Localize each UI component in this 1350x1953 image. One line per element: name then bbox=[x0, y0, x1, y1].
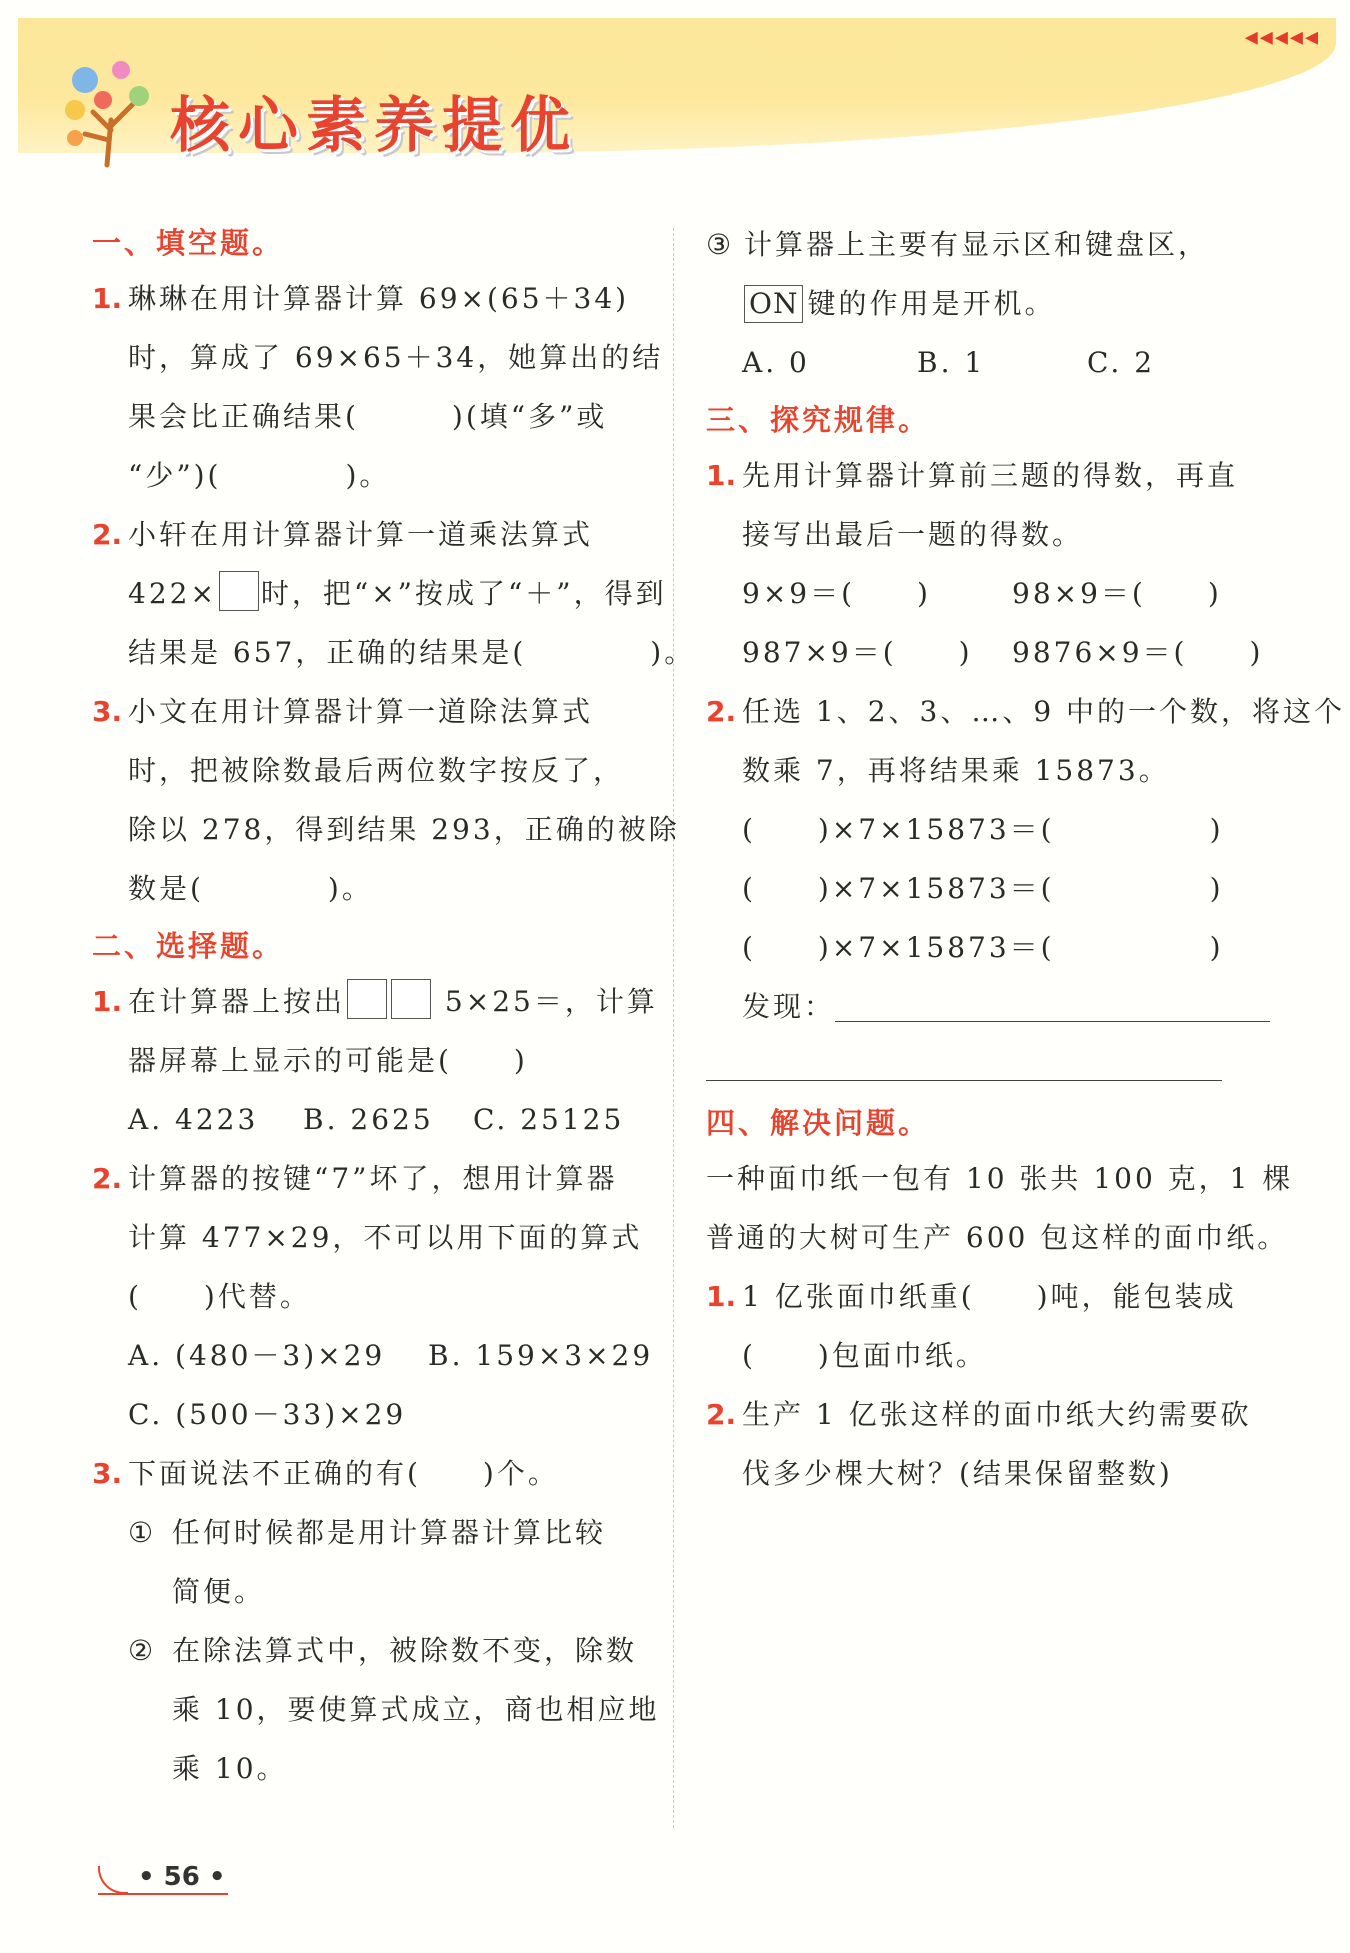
footer-decoration bbox=[98, 1866, 128, 1894]
on-key-icon: ON bbox=[744, 285, 803, 323]
option-a[interactable]: A. (480－3)×29 bbox=[128, 1339, 386, 1372]
statement-number: ① bbox=[128, 1516, 157, 1549]
fill-question-2 bbox=[92, 505, 696, 682]
statement-3 bbox=[706, 215, 1261, 333]
options-row bbox=[128, 1090, 642, 1149]
text-line: 器屏幕上显示的可能是( ) bbox=[128, 1044, 528, 1077]
page-title: 核心素养提优 bbox=[170, 91, 578, 161]
text-line: 时，算成了 69×65＋34，她算出的结 bbox=[128, 341, 664, 374]
equation[interactable]: 9×9＝( ) bbox=[742, 577, 931, 610]
text-fragment: 时，把“×”按成了“＋”，得到 bbox=[260, 577, 667, 610]
problem-question-1 bbox=[706, 1267, 1261, 1385]
problem-question-2 bbox=[706, 1385, 1261, 1503]
fill-question-3 bbox=[92, 682, 680, 918]
tree-icon bbox=[55, 60, 165, 170]
choice-question-2 bbox=[92, 1149, 654, 1444]
text-line: 普通的大树可生产 600 包这样的面巾纸。 bbox=[706, 1221, 1289, 1254]
text-line: 下面说法不正确的有( )个。 bbox=[128, 1457, 559, 1490]
text-line: 先用计算器计算前三题的得数，再直 bbox=[742, 459, 1239, 492]
question-number: 1. bbox=[92, 282, 123, 315]
answer-line[interactable] bbox=[706, 1080, 1222, 1081]
option-c[interactable]: C. 2 bbox=[1087, 346, 1156, 379]
option-a[interactable]: A. 4223 bbox=[128, 1103, 259, 1136]
answer-row bbox=[706, 1036, 1261, 1095]
option-b[interactable]: B. 2625 bbox=[303, 1103, 434, 1136]
section-solve-problem: 四、解决问题。 bbox=[706, 1106, 931, 1140]
equation[interactable]: 9876×9＝( ) bbox=[1012, 636, 1264, 669]
text-line: 琳琳在用计算器计算 69×(65＋34) bbox=[128, 282, 630, 315]
text-line: 任何时候都是用计算器计算比较 bbox=[172, 1516, 607, 1549]
text-line: 乘 10，要使算式成立，商也相应地 bbox=[172, 1693, 660, 1726]
text-line: 伐多少棵大树？(结果保留整数) bbox=[742, 1457, 1173, 1490]
text-line: 果会比正确结果( )(填“多”或 bbox=[128, 400, 608, 433]
text-line bbox=[744, 274, 1261, 333]
text-line: 结果是 657，正确的结果是( )。 bbox=[128, 636, 696, 669]
text-line: 生产 1 亿张这样的面巾纸大约需要砍 bbox=[742, 1398, 1252, 1431]
choice-question-3 bbox=[92, 1444, 642, 1503]
text-line: 任选 1、2、3、…、9 中的一个数，将这个 bbox=[742, 695, 1346, 728]
option-c[interactable]: C. 25125 bbox=[473, 1103, 625, 1136]
text-line: 乘 10。 bbox=[172, 1752, 288, 1785]
answer-box[interactable] bbox=[347, 979, 387, 1019]
question-number: 2. bbox=[706, 695, 737, 728]
footer-underline bbox=[98, 1893, 228, 1895]
statement-2 bbox=[92, 1621, 660, 1798]
option-c[interactable]: C. (500－33)×29 bbox=[128, 1398, 407, 1431]
equation[interactable]: ( )×7×15873＝( ) bbox=[742, 931, 1224, 964]
text-line: 在除法算式中，被除数不变，除数 bbox=[172, 1634, 638, 1667]
text-line: 除以 278，得到结果 293，正确的被除 bbox=[128, 813, 680, 846]
text-line: 计算器的按键“7”坏了，想用计算器 bbox=[128, 1162, 618, 1195]
text-line: 一种面巾纸一包有 10 张共 100 克，1 棵 bbox=[706, 1162, 1294, 1195]
equation[interactable]: ( )×7×15873＝( ) bbox=[742, 872, 1224, 905]
text-fragment: 422× bbox=[128, 577, 217, 610]
arrow-decoration: ◂◂◂◂◂ bbox=[1244, 22, 1320, 52]
statement-number: ③ bbox=[706, 228, 735, 261]
equation-row bbox=[742, 623, 1264, 682]
equation[interactable]: 987×9＝( ) bbox=[742, 636, 973, 669]
text-line: ( )代替。 bbox=[128, 1280, 311, 1313]
option-b[interactable]: B. 159×3×29 bbox=[428, 1339, 654, 1372]
page-number: • 56 • bbox=[138, 1862, 226, 1892]
text-line: 时，把被除数最后两位数字按反了， bbox=[128, 754, 625, 787]
text-line bbox=[128, 972, 658, 1031]
text-line: ( )包面巾纸。 bbox=[742, 1339, 987, 1372]
option-a[interactable]: A. 0 bbox=[742, 346, 810, 379]
pattern-question-2 bbox=[706, 682, 1346, 1095]
question-number: 1. bbox=[92, 985, 123, 1018]
answer-box[interactable] bbox=[391, 979, 431, 1019]
column-divider bbox=[673, 228, 674, 1828]
discover-row bbox=[742, 977, 1261, 1036]
text-line: 数是( )。 bbox=[128, 872, 373, 905]
text-line: 简便。 bbox=[172, 1575, 266, 1608]
pattern-question-1 bbox=[706, 446, 1264, 682]
statement-number: ② bbox=[128, 1634, 157, 1667]
text-line: 数乘 7，再将结果乘 15873。 bbox=[742, 754, 1170, 787]
statement-1 bbox=[92, 1503, 642, 1621]
text-fragment: 键的作用是开机。 bbox=[807, 287, 1056, 320]
text-line: 1 亿张面巾纸重( )吨，能包装成 bbox=[742, 1280, 1237, 1313]
question-number: 1. bbox=[706, 1280, 737, 1313]
text-line: 小文在用计算器计算一道除法算式 bbox=[128, 695, 594, 728]
section-explore-pattern: 三、探究规律。 bbox=[706, 403, 931, 437]
equation[interactable]: ( )×7×15873＝( ) bbox=[742, 813, 1224, 846]
text-fragment: 5×25＝，计算 bbox=[444, 985, 658, 1018]
equation[interactable]: 98×9＝( ) bbox=[1012, 577, 1222, 610]
text-line: 计算器上主要有显示区和键盘区， bbox=[744, 228, 1210, 261]
question-number: 2. bbox=[92, 1162, 123, 1195]
right-column bbox=[706, 215, 1346, 1503]
question-number: 2. bbox=[706, 1398, 737, 1431]
options-row bbox=[128, 1326, 654, 1385]
section-choice: 二、选择题。 bbox=[92, 929, 285, 963]
option-b[interactable]: B. 1 bbox=[917, 346, 986, 379]
text-line bbox=[128, 564, 667, 623]
equation-row bbox=[742, 564, 1261, 623]
answer-line[interactable] bbox=[835, 1021, 1270, 1022]
question-number: 2. bbox=[92, 518, 123, 551]
left-column bbox=[92, 215, 696, 1798]
text-fragment: 在计算器上按出 bbox=[128, 985, 346, 1018]
text-line: 计算 477×29，不可以用下面的算式 bbox=[128, 1221, 643, 1254]
question-number: 3. bbox=[92, 1457, 123, 1490]
text-line: “少”)( )。 bbox=[128, 459, 391, 492]
answer-box[interactable] bbox=[219, 571, 259, 611]
choice-question-1 bbox=[92, 972, 658, 1149]
question-number: 3. bbox=[92, 695, 123, 728]
options-row bbox=[706, 333, 1261, 392]
fill-question-1 bbox=[92, 269, 664, 505]
text-line: 接写出最后一题的得数。 bbox=[742, 518, 1084, 551]
text-line: 小轩在用计算器计算一道乘法算式 bbox=[128, 518, 594, 551]
question-number: 1. bbox=[706, 459, 737, 492]
discover-label: 发现： bbox=[742, 990, 836, 1023]
section-fill-blank: 一、填空题。 bbox=[92, 226, 285, 260]
